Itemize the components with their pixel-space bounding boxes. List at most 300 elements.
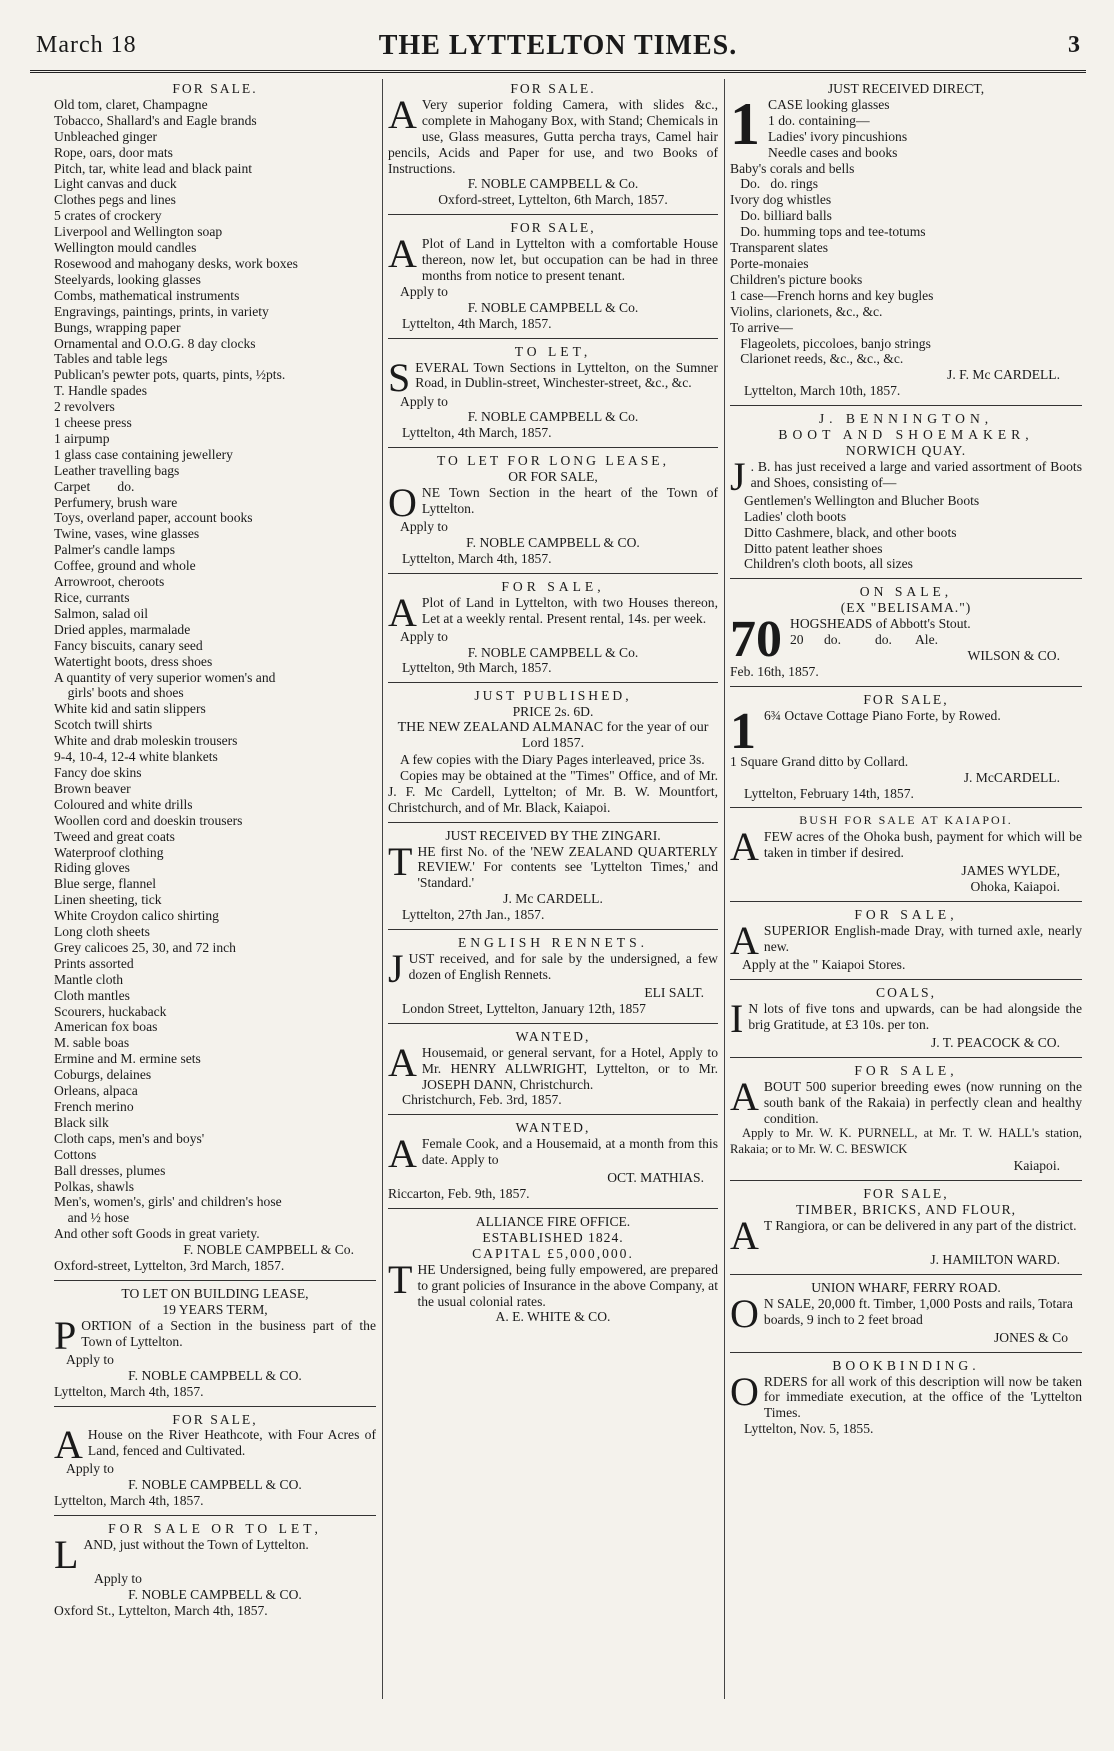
- ad-separator: [730, 405, 1082, 406]
- list-item: Ladies' ivory pincushions: [768, 128, 908, 144]
- masthead: [30, 26, 1086, 76]
- ad-text: BOUT 500 superior breeding ewes (now running on the south bank of the Rakaia) in perfectly clean and healthy condition.: [763, 1078, 1082, 1126]
- ad-dateline: Lyttelton, Nov. 5, 1855.: [744, 1421, 874, 1437]
- ad-body: [388, 97, 718, 177]
- list-item: Baby's corals and bells: [730, 160, 855, 176]
- drop-cap: 1: [730, 96, 760, 157]
- ad-dateline: London Street, Lyttelton, January 12th, 1857: [402, 1000, 646, 1016]
- ad-dateline: Lyttelton, 4th March, 1857.: [402, 425, 552, 441]
- list-item: Clarionet reeds, &c., &c., &c.: [730, 351, 904, 367]
- ad-apply: Apply to Mr. W. K. PURNELL, at Mr. T. W. HALL's station, Rakaia; or to Mr. W. C. BESWICK: [730, 1126, 1082, 1157]
- ad-body: [388, 236, 718, 284]
- ad-apply: Apply to: [400, 628, 448, 644]
- ad-dateline: Oxford-street, Lyttelton, 3rd March, 1857.: [54, 1258, 285, 1274]
- ad-piano: [730, 690, 1082, 805]
- ad-place: Kaiapoi.: [1013, 1158, 1060, 1174]
- ad-heading: J. BENNINGTON,: [818, 411, 994, 427]
- drop-cap: A: [388, 1044, 417, 1085]
- ad-heading: WANTED,: [515, 1028, 591, 1044]
- ad-heading: UNION WHARF, FERRY ROAD.: [811, 1279, 1001, 1295]
- list-item: A quantity of very superior women's and: [54, 669, 276, 685]
- list-item: Fancy doe skins: [54, 764, 142, 780]
- list-item: Coburgs, delaines: [54, 1067, 152, 1083]
- drop-cap: O: [730, 1373, 759, 1414]
- list-item: Black silk: [54, 1114, 109, 1130]
- list-item: Combs, mathematical instruments: [54, 287, 240, 303]
- list-item: American fox boas: [54, 1019, 158, 1035]
- ad-body: [730, 97, 1082, 367]
- ad-heading: TO LET FOR LONG LEASE,: [436, 453, 670, 469]
- list-item: Tweed and great coats: [54, 828, 175, 844]
- list-item: Cottons: [54, 1146, 97, 1162]
- ad-building-lease: [54, 1284, 376, 1403]
- ad-text: Very superior folding Camera, with slides &c., complete in Mahogany Box, with Stand; Chemicals in use, Glass measures, Gutta percha trays, Camel hair pencils, Acids and Paper for use, and two Books of Instructions.: [388, 96, 718, 176]
- ad-body: [730, 459, 1082, 493]
- ad-dateline: Feb. 16th, 1857.: [730, 663, 819, 679]
- ad-camera: [388, 79, 718, 211]
- ad-text: HE first No. of the 'NEW ZEALAND QUARTERLY REVIEW.' For contents see 'Lyttelton Times,' and 'Standard.': [417, 843, 718, 891]
- list-item: Ermine and M. ermine sets: [54, 1051, 201, 1067]
- ad-heading: BUSH FOR SALE AT KAIAPOI.: [799, 813, 1013, 828]
- ad-heading: FOR SALE,: [854, 907, 958, 923]
- ad-body: [730, 708, 1082, 754]
- ad-text: Copies may be obtained at the "Times" Office, and of Mr. J. F. Mc Cardell, Lyttelton; of Mr. B. W. Mountfort, Christchurch, and of Mr. Black, Kaiapoi.: [388, 767, 718, 815]
- ad-union-wharf: [730, 1278, 1082, 1349]
- drop-cap: A: [730, 829, 759, 864]
- ad-dateline: Oxford-street, Lyttelton, 6th March, 1857.: [438, 192, 668, 208]
- drop-cap: A: [730, 1078, 759, 1119]
- ad-body: [54, 1318, 376, 1352]
- list-item: 2 revolvers: [54, 399, 115, 415]
- ad-body: [388, 951, 718, 985]
- ad-separator: [388, 929, 718, 930]
- ad-heading: FOR SALE.: [510, 81, 596, 96]
- drop-cap: O: [388, 485, 417, 520]
- ad-body: [388, 1262, 718, 1310]
- ad-text: HOGSHEADS of Abbott's Stout.: [790, 616, 971, 632]
- list-item: Flageolets, piccoloes, banjo strings: [730, 335, 931, 351]
- list-item: Polkas, shawls: [54, 1178, 135, 1194]
- goods-list: [730, 97, 1082, 367]
- ad-separator: [54, 1280, 376, 1281]
- list-item: Coffee, ground and whole: [54, 558, 196, 574]
- ad-separator: [388, 447, 718, 448]
- list-item: Scourers, huckaback: [54, 1003, 167, 1019]
- ad-wanted-housemaid: [388, 1027, 718, 1112]
- ad-place: Ohoka, Kaiapoi.: [970, 879, 1060, 895]
- list-item: Do. humming tops and tee-totums: [730, 224, 926, 240]
- list-item: 1 case—French horns and key bugles: [730, 287, 934, 303]
- drop-cap: J: [730, 458, 746, 493]
- list-item: Bungs, wrapping paper: [54, 319, 181, 335]
- list-item: White Croydon calico shirting: [54, 908, 219, 924]
- ad-body: [730, 1296, 1082, 1330]
- ad-heading: ON SALE,: [859, 584, 953, 600]
- list-item: Palmer's candle lamps: [54, 542, 175, 558]
- ad-signature: F. NOBLE CAMPBELL & Co.: [467, 299, 639, 315]
- ad-text: Plot of Land in Lyttelton with a comfortable House thereon, now let, but occupation can be had in three months from notice to present tenant.: [421, 236, 718, 283]
- list-item: Needle cases and books: [768, 144, 898, 160]
- ad-separator: [730, 1274, 1082, 1275]
- list-item: girls' boots and shoes: [54, 685, 184, 701]
- list-item: Ivory dog whistles: [730, 192, 832, 208]
- list-item: Dried apples, marmalade: [54, 621, 191, 637]
- ad-apply: Apply at the " Kaiapoi Stores.: [742, 957, 906, 973]
- list-item: Orleans, alpaca: [54, 1083, 138, 1099]
- list-item: Rice, currants: [54, 590, 130, 605]
- ad-signature: F. NOBLE CAMPBELL & Co.: [467, 644, 639, 660]
- list-item: Publican's pewter pots, quarts, pints, ½pts.: [54, 367, 286, 383]
- ad-timber-bricks: [730, 1184, 1082, 1271]
- list-item: Children's picture books: [730, 271, 863, 287]
- ad-separator: [388, 338, 718, 339]
- ad-heading: FOR SALE.: [172, 81, 258, 96]
- ad-apply: Apply to: [94, 1571, 142, 1587]
- ad-separator: [388, 682, 718, 683]
- list-item: Ditto Cashmere, black, and other boots: [744, 524, 957, 540]
- ad-ewes: [730, 1061, 1082, 1177]
- list-item: M. sable boas: [54, 1035, 130, 1051]
- list-item: Linen sheeting, tick: [54, 892, 162, 908]
- ad-text: NE Town Section in the heart of the Town of Lyttelton.: [421, 485, 718, 516]
- ad-apply: Apply to: [400, 393, 448, 409]
- ad-text: Housemaid, or general servant, for a Hotel, Apply to Mr. HENRY ALLWRIGHT, Lyttelton, or to Mr. JOSEPH DANN, Christchurch.: [421, 1044, 718, 1092]
- list-item: Carpet do.: [54, 478, 135, 494]
- ad-text: UST received, and for sale by the undersigned, a few dozen of English Rennets.: [408, 950, 718, 982]
- ad-body: [54, 1537, 376, 1571]
- list-item: Transparent slates: [730, 240, 829, 256]
- list-item: and ½ hose: [54, 1210, 130, 1226]
- drop-cap: 70: [730, 616, 782, 664]
- ad-signature: J. HAMILTON WARD.: [930, 1251, 1060, 1267]
- column-1: [54, 79, 376, 1709]
- masthead-rule: [30, 70, 1086, 76]
- list-item: Ditto patent leather shoes: [744, 540, 883, 556]
- ad-signature: J. Mc CARDELL.: [503, 891, 603, 907]
- list-item: 1 do. containing—: [768, 112, 870, 128]
- ad-heading: FOR SALE,: [501, 578, 605, 594]
- ad-body: [730, 1079, 1082, 1127]
- ad-heading: BOOKBINDING.: [832, 1357, 980, 1373]
- ad-dateline: Lyttelton, March 4th, 1857.: [54, 1383, 204, 1399]
- ad-separator: [730, 1352, 1082, 1353]
- drop-cap: O: [730, 1295, 759, 1330]
- drop-cap: I: [730, 1000, 744, 1035]
- ad-heading: TO LET ON BUILDING LEASE,: [121, 1285, 309, 1301]
- ad-bookbinding: [730, 1356, 1082, 1441]
- ad-dateline: Lyttelton, 27th Jan., 1857.: [402, 907, 545, 923]
- ad-body: [730, 1374, 1082, 1422]
- ad-heading: FOR SALE,: [863, 1186, 949, 1202]
- list-item: Ball dresses, plumes: [54, 1162, 166, 1178]
- ad-text: SUPERIOR English-made Dray, with turned axle, nearly new.: [763, 923, 1082, 954]
- ad-text: FEW acres of the Ohoka bush, payment for which will be taken in timber if desired.: [763, 829, 1082, 861]
- list-item: Mantle cloth: [54, 971, 124, 987]
- ad-text: EVERAL Town Sections in Lyttelton, on the Sumner Road, in Dublin-street, Winchester-street, &c., &c.: [415, 359, 718, 391]
- ad-dray: [730, 905, 1082, 976]
- ad-body: [730, 829, 1082, 863]
- drop-cap: A: [54, 1427, 83, 1462]
- ad-heading: FOR SALE,: [863, 691, 949, 707]
- ad-capital: CAPITAL £5,000,000.: [472, 1245, 634, 1261]
- ad-separator: [54, 1515, 376, 1516]
- ad-separator: [388, 1208, 718, 1209]
- column-divider: [724, 79, 725, 1699]
- list-item: Unbleached ginger: [54, 128, 158, 144]
- ad-subheading: BOOT AND SHOEMAKER,: [778, 427, 1034, 443]
- ad-body: [388, 844, 718, 892]
- ad-heading: ALLIANCE FIRE OFFICE.: [475, 1214, 631, 1230]
- ad-heading: TO LET,: [514, 343, 592, 359]
- ad-heading: WANTED,: [515, 1120, 591, 1136]
- ad-text: 1 Square Grand ditto by Collard.: [730, 753, 909, 769]
- list-item: Do. do. rings: [730, 176, 818, 192]
- ad-body: [730, 1218, 1082, 1252]
- ad-coals: [730, 983, 1082, 1054]
- ad-bennington: [730, 409, 1082, 575]
- ad-separator: [730, 1057, 1082, 1058]
- ad-text: . B. has just received a large and varied assortment of Boots and Shoes, consisting of—: [750, 458, 1082, 490]
- ad-text: RDERS for all work of this description will now be taken for immediate execution, at the office of the 'Lyttelton Times.: [763, 1373, 1082, 1421]
- ad-separator: [730, 686, 1082, 687]
- ad-location: NORWICH QUAY.: [845, 442, 967, 458]
- drop-cap: 1: [730, 707, 756, 754]
- list-item: White kid and satin slippers: [54, 701, 206, 717]
- list-item: Rosewood and mahogany desks, work boxes: [54, 255, 298, 271]
- ad-signature: F. NOBLE CAMPBELL & CO.: [466, 534, 640, 550]
- ad-dateline: Lyttelton, March 4th, 1857.: [402, 550, 552, 566]
- newspaper-title: THE LYTTELTON TIMES.: [378, 30, 738, 61]
- drop-cap: A: [388, 594, 417, 629]
- list-item: To arrive—: [730, 319, 793, 335]
- list-item: CASE looking glasses: [768, 96, 890, 112]
- list-item: 1 cheese press: [54, 415, 132, 431]
- list-item: Wellington mould candles: [54, 240, 197, 256]
- ad-signature: A. E. WHITE & CO.: [495, 1309, 611, 1325]
- ad-text: AND, just without the Town of Lyttelton.: [83, 1537, 309, 1553]
- ad-separator: [730, 1180, 1082, 1181]
- ad-apply: Apply to: [400, 283, 448, 299]
- ad-house-heathcote: [54, 1410, 376, 1513]
- ad-signature: J. F. Mc CARDELL.: [947, 367, 1060, 383]
- issue-date: March 18: [36, 32, 137, 58]
- list-item: Light canvas and duck: [54, 176, 177, 192]
- list-item: Salmon, salad oil: [54, 605, 149, 621]
- ad-subheading: TIMBER, BRICKS, AND FLOUR,: [795, 1202, 1017, 1218]
- ad-signature: F. NOBLE CAMPBELL & CO.: [128, 1477, 302, 1493]
- list-item: Fancy biscuits, canary seed: [54, 637, 203, 653]
- ad-dateline: Lyttelton, 9th March, 1857.: [402, 660, 552, 676]
- ad-text: N lots of five tons and upwards, can be had alongside the brig Gratitude, at £3 10s. per ton.: [748, 1000, 1082, 1032]
- ad-text: 6¾ Octave Cottage Piano Forte, by Rowed.: [764, 707, 1001, 723]
- list-item: Long cloth sheets: [54, 924, 150, 940]
- ad-wanted-cook: [388, 1118, 718, 1205]
- ad-subheading: (EX "BELISAMA."): [840, 600, 972, 616]
- list-item: Cloth caps, men's and boys': [54, 1130, 205, 1146]
- ad-signature: JAMES WYLDE,: [961, 863, 1060, 879]
- ad-dateline: Lyttelton, February 14th, 1857.: [744, 785, 914, 801]
- boots-list: [730, 493, 1082, 573]
- ad-established: ESTABLISHED 1824.: [482, 1229, 624, 1245]
- ad-separator: [730, 979, 1082, 980]
- ad-heading: FOR SALE,: [854, 1062, 958, 1078]
- ad-text: N SALE, 20,000 ft. Timber, 1,000 Posts and rails, Totara boards, 9 inch to 2 feet broad: [763, 1295, 1073, 1327]
- list-item: 5 crates of crockery: [54, 208, 162, 224]
- list-item: T. Handle spades: [54, 383, 147, 399]
- ad-dateline: Lyttelton, March 4th, 1857.: [54, 1493, 204, 1509]
- list-item: Clothes pegs and lines: [54, 192, 176, 208]
- ad-english-rennets: [388, 933, 718, 1020]
- drop-cap: A: [388, 96, 417, 137]
- ad-almanac: [388, 686, 718, 818]
- list-item: Ladies' cloth boots: [744, 508, 847, 524]
- ad-signature: F. NOBLE CAMPBELL & Co.: [467, 176, 639, 192]
- ad-plot-house: [388, 218, 718, 334]
- list-item: 1 glass case containing jewellery: [54, 446, 233, 462]
- list-item: Grey calicoes 25, 30, and 72 inch: [54, 939, 236, 955]
- almanac-title: THE NEW ZEALAND ALMANAC for the year of our Lord 1857.: [397, 720, 709, 752]
- list-item: Cloth mantles: [54, 987, 130, 1003]
- list-item: Do. billiard balls: [730, 208, 832, 224]
- ad-subheading: 19 YEARS TERM,: [162, 1301, 268, 1317]
- ad-signature: WILSON & CO.: [967, 648, 1060, 663]
- ad-heading: JUST RECEIVED DIRECT,: [827, 81, 985, 96]
- drop-cap: T: [388, 843, 413, 884]
- ad-signature: F. NOBLE CAMPBELL & Co.: [467, 409, 639, 425]
- ad-subheading: OR FOR SALE,: [508, 469, 598, 485]
- column-2: [388, 79, 718, 1709]
- list-item: Liverpool and Wellington soap: [54, 224, 223, 240]
- ad-body: [730, 616, 1082, 664]
- list-item: Toys, overland paper, account books: [54, 510, 253, 526]
- ad-apply: Apply to: [66, 1461, 114, 1477]
- list-item: 9-4, 10-4, 12-4 white blankets: [54, 749, 218, 765]
- ad-dateline: Christchurch, Feb. 3rd, 1857.: [402, 1092, 562, 1108]
- column-3: [730, 79, 1082, 1709]
- list-item: And other soft Goods in great variety.: [54, 1226, 260, 1242]
- list-item: Engravings, paintings, prints, in variety: [54, 303, 269, 319]
- ad-price: PRICE 2s. 6D.: [512, 704, 594, 720]
- ad-heading: JUST RECEIVED BY THE ZINGARI.: [445, 827, 661, 843]
- ad-ohoka-bush: [730, 811, 1082, 898]
- list-item: Scotch twill shirts: [54, 717, 153, 733]
- drop-cap: A: [730, 923, 759, 958]
- list-item: Children's cloth boots, all sizes: [744, 556, 913, 572]
- drop-cap: L: [54, 1537, 79, 1572]
- ad-sale-or-let: [54, 1519, 376, 1622]
- list-item: Porte-monaies: [730, 255, 809, 271]
- ad-signature: F. NOBLE CAMPBELL & CO.: [128, 1586, 302, 1602]
- list-item: Pitch, tar, white lead and black paint: [54, 160, 253, 176]
- ad-for-sale-goods: [54, 79, 376, 1277]
- ad-signature: ELI SALT.: [644, 984, 704, 1000]
- goods-list: [54, 97, 376, 1242]
- list-item: Steelyards, looking glasses: [54, 271, 201, 287]
- ad-body: [388, 1045, 718, 1093]
- ad-body: [388, 360, 718, 394]
- ad-text: House on the River Heathcote, with Four Acres of Land, fenced and Cultivated.: [87, 1427, 376, 1459]
- ad-separator: [388, 573, 718, 574]
- ad-apply: Apply to: [400, 519, 448, 535]
- ad-heading: COALS,: [876, 984, 936, 1000]
- list-item: Tobacco, Shallard's and Eagle brands: [54, 112, 257, 128]
- ad-signature: J. T. PEACOCK & CO.: [930, 1034, 1060, 1050]
- drop-cap: J: [388, 950, 404, 985]
- list-item: Tables and table legs: [54, 351, 168, 367]
- ad-just-received: [730, 79, 1082, 402]
- ad-on-sale-stout: [730, 582, 1082, 682]
- ad-alliance-fire: [388, 1212, 718, 1328]
- ad-apply: Apply to: [66, 1351, 114, 1367]
- ad-signature: JONES & Co: [993, 1329, 1068, 1345]
- ad-heading: ENGLISH RENNETS.: [457, 935, 649, 951]
- ad-long-lease: [388, 451, 718, 570]
- ad-signature: J. McCARDELL.: [963, 769, 1060, 785]
- ad-heading: FOR SALE,: [510, 220, 596, 236]
- ad-text: T Rangiora, or can be delivered in any part of the district.: [763, 1217, 1077, 1233]
- ad-text: A few copies with the Diary Pages interleaved, price 3s.: [400, 752, 705, 767]
- list-item: Twine, vases, wine glasses: [54, 526, 200, 542]
- list-item: Riding gloves: [54, 860, 130, 876]
- ad-signature: OCT. MATHIAS.: [607, 1170, 704, 1186]
- list-item: Blue serge, flannel: [54, 876, 157, 892]
- drop-cap: A: [388, 236, 417, 277]
- ad-separator: [388, 822, 718, 823]
- list-item: Coloured and white drills: [54, 796, 193, 812]
- ad-separator: [730, 901, 1082, 902]
- ad-separator: [730, 807, 1082, 808]
- list-item: 1 airpump: [54, 430, 110, 446]
- ad-signature: F. NOBLE CAMPBELL & CO.: [128, 1367, 302, 1383]
- ad-dateline: Lyttelton, 4th March, 1857.: [402, 315, 552, 331]
- ad-separator: [388, 1114, 718, 1115]
- page-number: 3: [1068, 32, 1080, 58]
- list-item: Rope, oars, door mats: [54, 144, 173, 160]
- list-item: Woollen cord and doeskin trousers: [54, 812, 243, 828]
- list-item: French merino: [54, 1099, 134, 1114]
- ad-signature: F. NOBLE CAMPBELL & Co.: [183, 1242, 354, 1258]
- ad-body: [388, 595, 718, 629]
- ad-text: HE Undersigned, being fully empowered, are prepared to grant policies of Insurance in the above Company, at the usual colonial rates.: [417, 1261, 718, 1309]
- list-item: White and drab moleskin trousers: [54, 733, 238, 749]
- ad-body: [388, 485, 718, 519]
- ad-body: [730, 923, 1082, 957]
- ad-separator: [388, 1023, 718, 1024]
- list-item: Waterproof clothing: [54, 844, 164, 860]
- drop-cap: P: [54, 1317, 77, 1352]
- list-item: Men's, women's, girls' and children's hose: [54, 1194, 282, 1210]
- ad-text: Plot of Land in Lyttelton, with two Houses thereon, Let at a weekly rental. Present rental, 14s. per week.: [421, 594, 718, 626]
- ad-body: [388, 1136, 718, 1170]
- list-item: Violins, clarionets, &c., &c.: [730, 303, 883, 319]
- list-item: Watertight boots, dress shoes: [54, 653, 213, 669]
- ad-separator: [54, 1406, 376, 1407]
- list-item: Ornamental and O.O.G. 8 day clocks: [54, 335, 256, 351]
- drop-cap: T: [388, 1261, 413, 1302]
- ad-text: ORTION of a Section in the business part of the Town of Lyttelton.: [81, 1317, 376, 1349]
- ad-body: [54, 1427, 376, 1461]
- ad-to-let-sections: [388, 342, 718, 445]
- drop-cap: A: [388, 1136, 417, 1171]
- ad-text: 20 do. do. Ale.: [790, 632, 939, 648]
- ad-heading: JUST PUBLISHED,: [474, 688, 632, 704]
- list-item: Old tom, claret, Champagne: [54, 96, 208, 112]
- list-item: Prints assorted: [54, 955, 134, 971]
- ad-heading: FOR SALE,: [172, 1411, 258, 1427]
- ad-separator: [388, 214, 718, 215]
- list-item: Gentlemen's Wellington and Blucher Boots: [744, 492, 980, 508]
- ad-plot-two-houses: [388, 577, 718, 680]
